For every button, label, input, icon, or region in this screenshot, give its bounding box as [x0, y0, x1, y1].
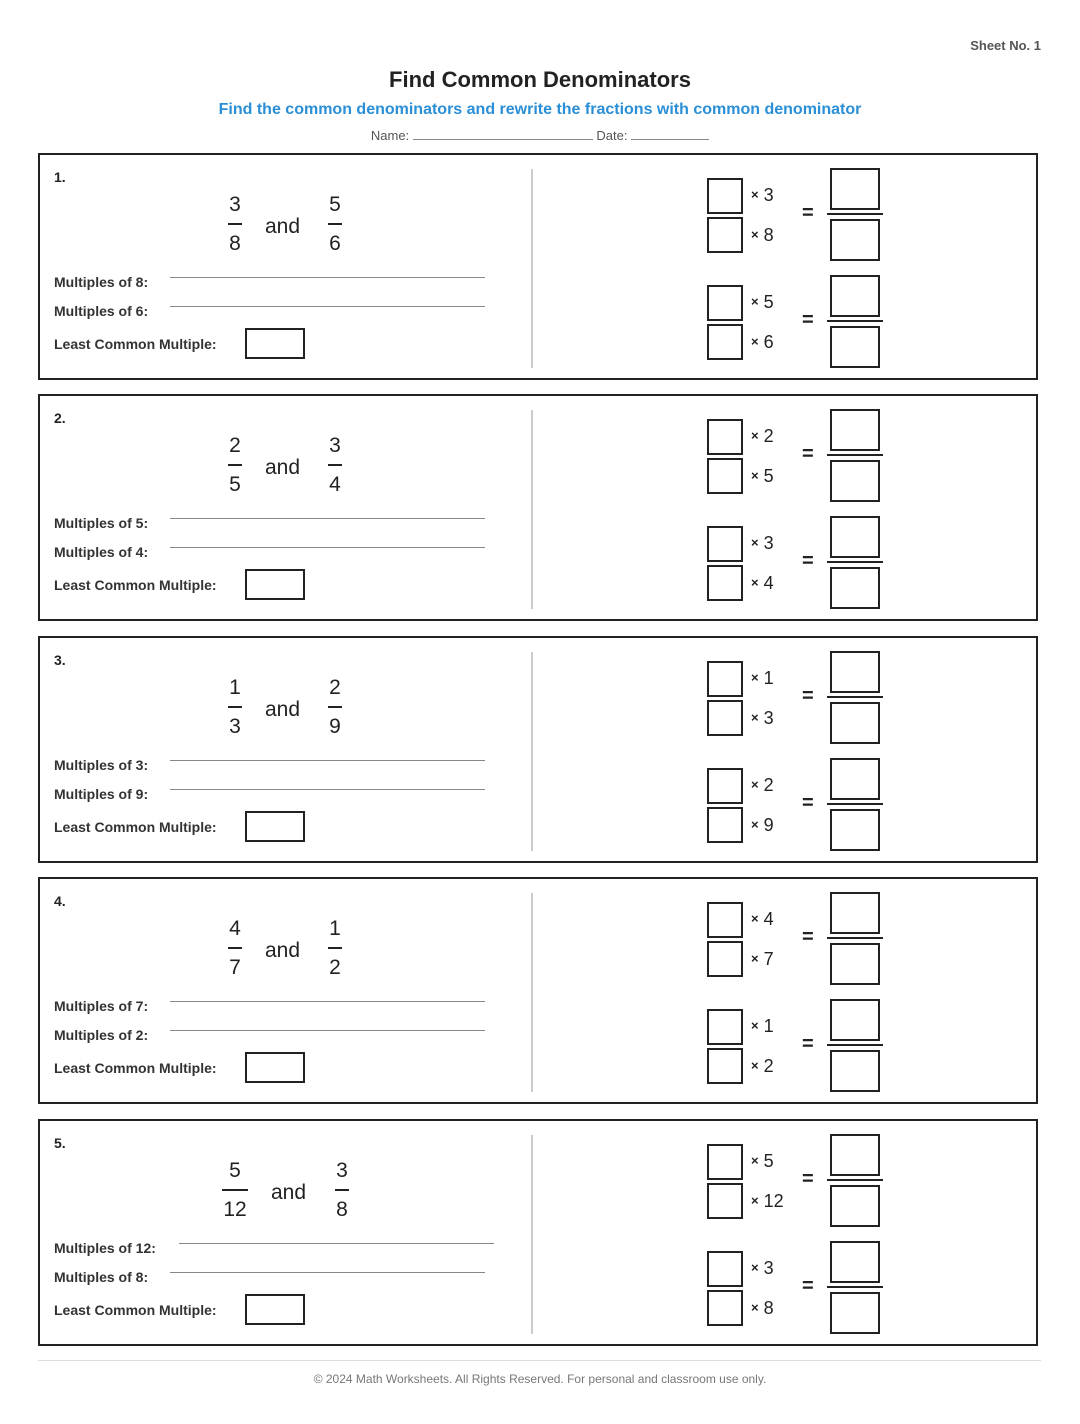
result-numerator-box[interactable]	[830, 275, 880, 317]
column-divider	[531, 169, 533, 368]
multiplier-top	[751, 668, 774, 689]
multiples-a-label: Multiples of 12:	[54, 1240, 156, 1256]
lcm-label: Least Common Multiple:	[54, 336, 217, 352]
multiplier-value: 3	[763, 1258, 774, 1278]
page-subtitle: Find the common denominators and rewrite the fractions with common denominator	[218, 101, 862, 118]
result-fraction-bar	[827, 1286, 883, 1288]
result-numerator-box[interactable]	[830, 1241, 880, 1283]
problem-number: 5.	[54, 1135, 66, 1151]
multiples-b-label: Multiples of 2:	[54, 1027, 149, 1043]
lcm-answer-box[interactable]	[245, 811, 305, 842]
multiplier-bottom	[751, 815, 774, 836]
multiples-a-line[interactable]	[170, 760, 485, 761]
multiplier-value: 3	[763, 185, 774, 205]
multiplier-bottom	[751, 708, 774, 729]
fraction-bar	[328, 706, 342, 708]
multiplier-top	[751, 909, 774, 930]
problem-card	[38, 1119, 1038, 1346]
denominator-input-box[interactable]	[707, 458, 743, 494]
fraction-numerator: 3	[229, 193, 241, 216]
fraction-denominator: 6	[329, 232, 341, 255]
multiples-b-label: Multiples of 6:	[54, 303, 149, 319]
result-denominator-box[interactable]	[830, 702, 880, 744]
fraction-denominator: 7	[229, 956, 241, 979]
multiplier-value: 9	[763, 815, 774, 835]
times-icon: ×	[751, 1260, 759, 1275]
fraction-bar	[328, 464, 342, 466]
numerator-input-box[interactable]	[707, 1009, 743, 1045]
fraction-numerator: 3	[329, 434, 341, 457]
multiples-a-label: Multiples of 8:	[54, 274, 149, 290]
times-icon: ×	[751, 777, 759, 792]
multiplier-top	[751, 1258, 774, 1279]
denominator-input-box[interactable]	[707, 565, 743, 601]
multiples-a-label: Multiples of 3:	[54, 757, 149, 773]
result-numerator-box[interactable]	[830, 651, 880, 693]
times-icon: ×	[751, 1300, 759, 1315]
times-icon: ×	[751, 1153, 759, 1168]
result-numerator-box[interactable]	[830, 892, 880, 934]
and-text: and	[265, 939, 301, 962]
lcm-answer-box[interactable]	[245, 1294, 305, 1325]
numerator-input-box[interactable]	[707, 285, 743, 321]
problem-card	[38, 153, 1038, 380]
multiplier-value: 1	[763, 668, 774, 688]
equals-sign: =	[802, 550, 814, 572]
numerator-input-box[interactable]	[707, 768, 743, 804]
multiplier-top	[751, 775, 774, 796]
result-fraction-bar	[827, 937, 883, 939]
fraction-bar	[228, 223, 242, 225]
multiplier-value: 2	[763, 1056, 774, 1076]
multiples-a-line[interactable]	[179, 1243, 494, 1244]
multiples-b-line[interactable]	[170, 1272, 485, 1273]
column-divider	[531, 893, 533, 1092]
fraction-bar	[228, 947, 242, 949]
multiplier-top	[751, 533, 774, 554]
multiplier-value: 8	[763, 225, 774, 245]
result-denominator-box[interactable]	[830, 943, 880, 985]
multiples-b-line[interactable]	[170, 547, 485, 548]
times-icon: ×	[751, 428, 759, 443]
times-icon: ×	[751, 670, 759, 685]
column-divider	[531, 1135, 533, 1334]
times-icon: ×	[751, 187, 759, 202]
times-icon: ×	[751, 294, 759, 309]
result-fraction-bar	[827, 320, 883, 322]
and-text: and	[265, 215, 301, 238]
fraction-numerator: 5	[229, 1159, 241, 1182]
result-fraction-bar	[827, 696, 883, 698]
and-text: and	[265, 456, 301, 479]
numerator-input-box[interactable]	[707, 526, 743, 562]
denominator-input-box[interactable]	[707, 1183, 743, 1219]
times-icon: ×	[751, 227, 759, 242]
result-denominator-box[interactable]	[830, 567, 880, 609]
times-icon: ×	[751, 951, 759, 966]
denominator-input-box[interactable]	[707, 941, 743, 977]
lcm-label: Least Common Multiple:	[54, 819, 217, 835]
numerator-input-box[interactable]	[707, 1251, 743, 1287]
fraction-numerator: 2	[229, 434, 241, 457]
column-divider	[531, 652, 533, 851]
result-numerator-box[interactable]	[830, 999, 880, 1041]
lcm-answer-box[interactable]	[245, 569, 305, 600]
multiples-b-label: Multiples of 4:	[54, 544, 149, 560]
multiplier-value: 3	[763, 533, 774, 553]
denominator-input-box[interactable]	[707, 324, 743, 360]
multiples-b-label: Multiples of 9:	[54, 786, 149, 802]
numerator-input-box[interactable]	[707, 178, 743, 214]
result-denominator-box[interactable]	[830, 1050, 880, 1092]
equals-sign: =	[802, 1033, 814, 1055]
times-icon: ×	[751, 1018, 759, 1033]
footer-divider	[38, 1360, 1041, 1361]
multiplier-value: 3	[763, 708, 774, 728]
fraction-denominator: 3	[229, 715, 241, 738]
fraction-bar	[222, 1189, 248, 1191]
fraction-bar	[228, 706, 242, 708]
fraction-numerator: 1	[329, 917, 341, 940]
fraction-denominator: 8	[336, 1198, 348, 1221]
multiplier-value: 5	[763, 466, 774, 486]
multiplier-value: 1	[763, 1016, 774, 1036]
page-title: Find Common Denominators	[389, 67, 691, 92]
fraction-denominator: 9	[329, 715, 341, 738]
times-icon: ×	[751, 334, 759, 349]
result-fraction-bar	[827, 1179, 883, 1181]
multiplier-bottom	[751, 466, 774, 487]
multiplier-bottom	[751, 225, 774, 246]
lcm-answer-box[interactable]	[245, 1052, 305, 1083]
multiplier-bottom	[751, 1056, 774, 1077]
numerator-input-box[interactable]	[707, 419, 743, 455]
denominator-input-box[interactable]	[707, 217, 743, 253]
numerator-input-box[interactable]	[707, 1144, 743, 1180]
multiples-b-line[interactable]	[170, 789, 485, 790]
multiplier-top	[751, 426, 774, 447]
multiplier-top	[751, 1151, 774, 1172]
multiplier-bottom	[751, 949, 774, 970]
multiples-a-line[interactable]	[170, 518, 485, 519]
lcm-label: Least Common Multiple:	[54, 1060, 217, 1076]
result-denominator-box[interactable]	[830, 219, 880, 261]
result-numerator-box[interactable]	[830, 409, 880, 451]
fraction-denominator: 5	[229, 473, 241, 496]
multiplier-value: 8	[763, 1298, 774, 1318]
result-denominator-box[interactable]	[830, 460, 880, 502]
fraction-bar	[328, 947, 342, 949]
result-fraction-bar	[827, 213, 883, 215]
equals-sign: =	[802, 1275, 814, 1297]
denominator-input-box[interactable]	[707, 1290, 743, 1326]
problem-card	[38, 877, 1038, 1104]
fraction-numerator: 3	[336, 1159, 348, 1182]
result-denominator-box[interactable]	[830, 1185, 880, 1227]
equals-sign: =	[802, 792, 814, 814]
multiplier-bottom	[751, 573, 774, 594]
date-label: Date:	[596, 128, 628, 143]
fraction-numerator: 2	[329, 676, 341, 699]
and-text: and	[271, 1181, 307, 1204]
date-field[interactable]	[631, 127, 709, 140]
name-label: Name:	[370, 128, 410, 143]
multiples-b-label: Multiples of 8:	[54, 1269, 149, 1285]
multiplier-bottom	[751, 1191, 784, 1212]
result-denominator-box[interactable]	[830, 326, 880, 368]
lcm-answer-box[interactable]	[245, 328, 305, 359]
result-denominator-box[interactable]	[830, 1292, 880, 1334]
name-date-row	[0, 127, 1080, 143]
equals-sign: =	[802, 926, 814, 948]
times-icon: ×	[751, 535, 759, 550]
times-icon: ×	[751, 468, 759, 483]
result-fraction-bar	[827, 454, 883, 456]
multiplier-value: 2	[763, 775, 774, 795]
multiples-b-line[interactable]	[170, 1030, 485, 1031]
equals-sign: =	[802, 685, 814, 707]
result-numerator-box[interactable]	[830, 168, 880, 210]
multiplier-value: 5	[763, 1151, 774, 1171]
name-field[interactable]	[413, 127, 593, 140]
fraction-denominator: 2	[329, 956, 341, 979]
multiplier-top	[751, 185, 774, 206]
column-divider	[531, 410, 533, 609]
equals-sign: =	[802, 202, 814, 224]
result-numerator-box[interactable]	[830, 758, 880, 800]
fraction-denominator: 12	[223, 1198, 247, 1221]
times-icon: ×	[751, 1193, 759, 1208]
times-icon: ×	[751, 817, 759, 832]
times-icon: ×	[751, 1058, 759, 1073]
times-icon: ×	[751, 710, 759, 725]
multiples-a-line[interactable]	[170, 1001, 485, 1002]
fraction-numerator: 1	[229, 676, 241, 699]
multiplier-value: 6	[763, 332, 774, 352]
result-fraction-bar	[827, 561, 883, 563]
denominator-input-box[interactable]	[707, 700, 743, 736]
and-text: and	[265, 698, 301, 721]
footer-copyright: © 2024 Math Worksheets. All Rights Reserved. For personal and classroom use only.	[313, 1372, 767, 1386]
problem-number: 4.	[54, 893, 66, 909]
multiples-b-line[interactable]	[170, 306, 485, 307]
multiplier-value: 4	[763, 573, 774, 593]
numerator-input-box[interactable]	[707, 661, 743, 697]
fraction-denominator: 8	[229, 232, 241, 255]
problem-number: 2.	[54, 410, 66, 426]
multiplier-value: 4	[763, 909, 774, 929]
multiples-a-label: Multiples of 7:	[54, 998, 149, 1014]
equals-sign: =	[802, 443, 814, 465]
times-icon: ×	[751, 911, 759, 926]
lcm-label: Least Common Multiple:	[54, 577, 217, 593]
problem-number: 3.	[54, 652, 66, 668]
fraction-numerator: 5	[329, 193, 341, 216]
result-fraction-bar	[827, 803, 883, 805]
fraction-bar	[335, 1189, 349, 1191]
numerator-input-box[interactable]	[707, 902, 743, 938]
problem-number: 1.	[54, 169, 66, 185]
denominator-input-box[interactable]	[707, 1048, 743, 1084]
result-denominator-box[interactable]	[830, 809, 880, 851]
multiples-a-label: Multiples of 5:	[54, 515, 149, 531]
fraction-bar	[328, 223, 342, 225]
denominator-input-box[interactable]	[707, 807, 743, 843]
equals-sign: =	[802, 309, 814, 331]
multiplier-top	[751, 292, 774, 313]
multiplier-bottom	[751, 332, 774, 353]
problem-card	[38, 636, 1038, 863]
multiplier-top	[751, 1016, 774, 1037]
fraction-denominator: 4	[329, 473, 341, 496]
fraction-numerator: 4	[229, 917, 241, 940]
sheet-number: Sheet No. 1	[970, 38, 1041, 53]
times-icon: ×	[751, 575, 759, 590]
multiples-a-line[interactable]	[170, 277, 485, 278]
multiplier-bottom	[751, 1298, 774, 1319]
multiplier-value: 5	[763, 292, 774, 312]
multiplier-value: 12	[763, 1191, 784, 1211]
result-numerator-box[interactable]	[830, 516, 880, 558]
lcm-label: Least Common Multiple:	[54, 1302, 217, 1318]
result-fraction-bar	[827, 1044, 883, 1046]
multiplier-value: 2	[763, 426, 774, 446]
problem-card	[38, 394, 1038, 621]
result-numerator-box[interactable]	[830, 1134, 880, 1176]
fraction-bar	[228, 464, 242, 466]
equals-sign: =	[802, 1168, 814, 1190]
multiplier-value: 7	[763, 949, 774, 969]
